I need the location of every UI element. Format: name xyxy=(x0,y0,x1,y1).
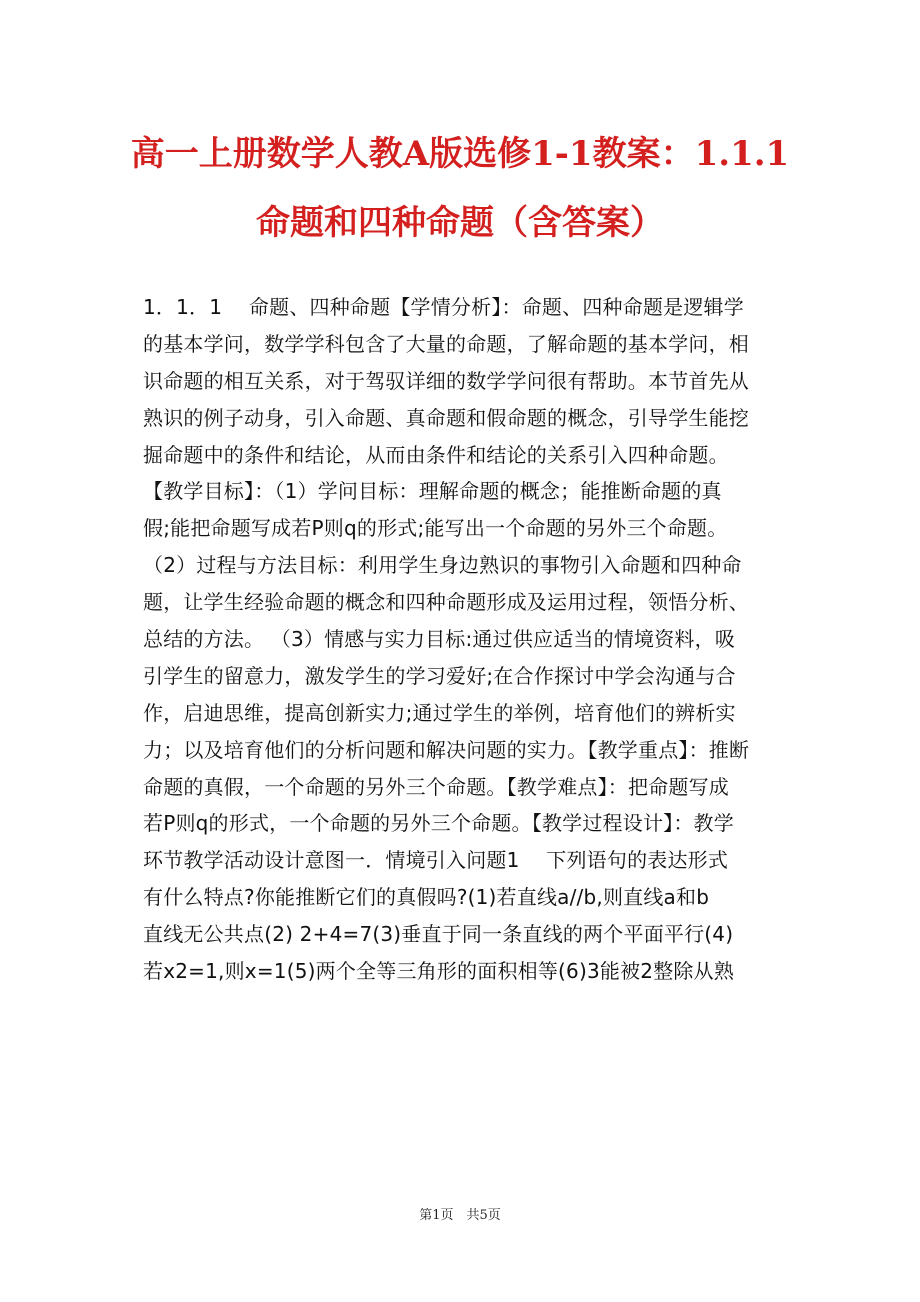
body-line: 熟识的例子动身，引入命题、真命题和假命题的概念，引导学生能挖 xyxy=(143,405,749,430)
body-line: 1．1．1 命题、四种命题【学情分析】：命题、四种命题是逻辑学 xyxy=(143,295,744,319)
body-line: 的基本学问，数学学科包含了大量的命题，了解命题的基本学问，相 xyxy=(143,331,749,356)
body-line: 若P则q的形式，一个命题的另外三个命题。【教学过程设计】：教学 xyxy=(143,811,734,836)
body-line: 掘命题中的条件和结论，从而由条件和结论的关系引入四种命题。 xyxy=(143,442,729,467)
body-line: 直线无公共点(2) 2+4=7(3)垂直于同一条直线的两个平面平行(4) xyxy=(143,922,734,947)
body-line: 假;能把命题写成若P则q的形式;能写出一个命题的另外三个命题。 xyxy=(143,516,728,541)
page-footer: 第1页 共5页 xyxy=(419,1208,501,1223)
body-line: 若x2=1,则x=1(5)两个全等三角形的面积相等(6)3能被2整除从熟 xyxy=(143,959,735,984)
body-line: 引学生的留意力，激发学生的学习爱好;在合作探讨中学会沟通与合 xyxy=(143,663,736,688)
body-line: 题，让学生经验命题的概念和四种命题形成及运用过程，领悟分析、 xyxy=(143,590,749,615)
body-line: 有什么特点?你能推断它们的真假吗?(1)若直线a//b,则直线a和b xyxy=(143,885,710,910)
body-line: 总结的方法。 （3）情感与实力目标:通过供应适当的情境资料，吸 xyxy=(143,627,736,652)
body-line: 环节教学活动设计意图一．情境引入问题1 下列语句的表达形式 xyxy=(143,848,729,873)
body-line: 【教学目标】：（1）学问目标：理解命题的概念；能推断命题的真 xyxy=(143,479,722,504)
document-title-line-1: 高一上册数学人教A版选修1-1教案：1.1.1 xyxy=(130,134,790,174)
body-line: 识命题的相互关系，对于驾驭详细的数学学问很有帮助。本节首先从 xyxy=(143,368,749,393)
body-line: （2）过程与方法目标：利用学生身边熟识的事物引入命题和四种命 xyxy=(143,553,742,578)
body-line: 命题的真假，一个命题的另外三个命题。【教学难点】：把命题写成 xyxy=(143,774,729,799)
body-line: 力；以及培育他们的分析问题和解决问题的实力。【教学重点】：推断 xyxy=(143,737,750,762)
document-body xyxy=(143,289,783,990)
document-title-line-2: 命题和四种命题（含答案） xyxy=(256,203,664,243)
body-line: 作，启迪思维，提高创新实力;通过学生的举例，培育他们的辨析实 xyxy=(143,700,736,725)
